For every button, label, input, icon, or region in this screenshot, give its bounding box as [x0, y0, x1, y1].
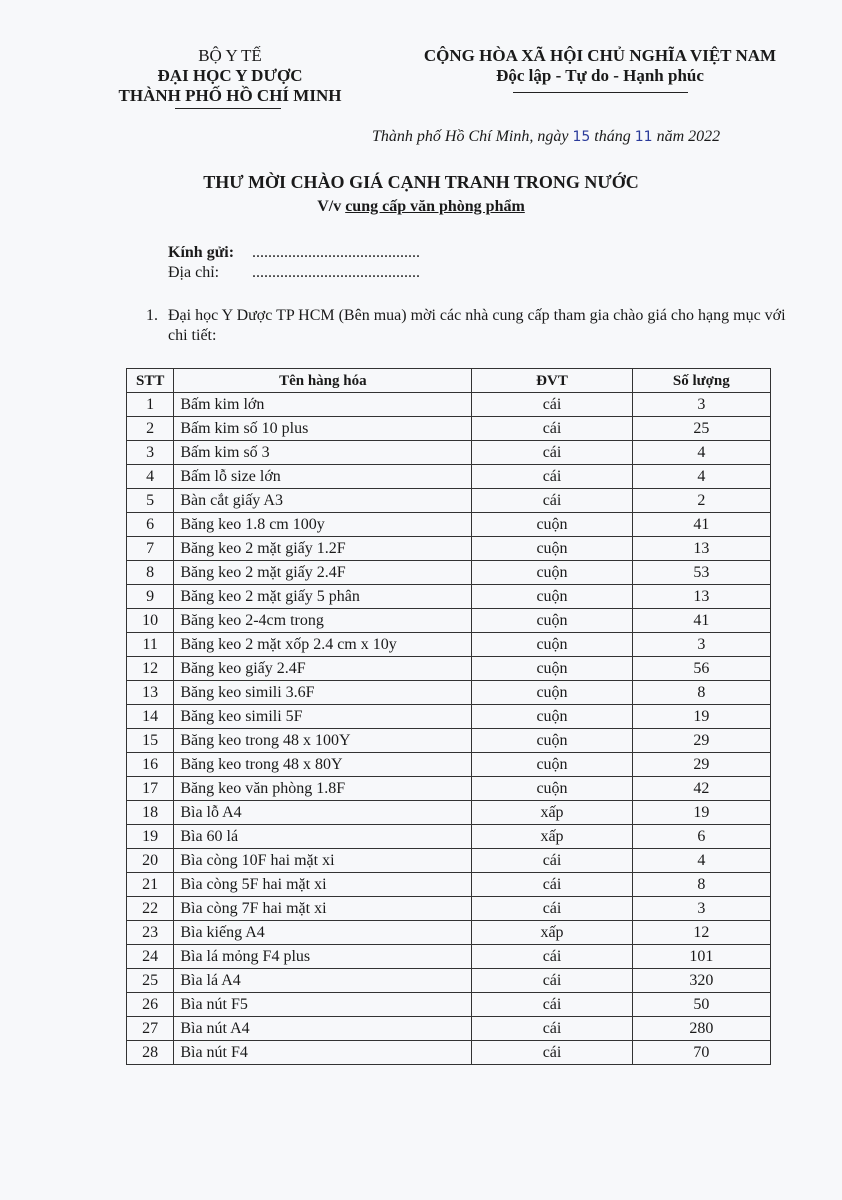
cell-quantity: 8 — [632, 873, 770, 897]
cell-item-name: Bấm kim lớn — [174, 393, 472, 417]
cell-unit: cuộn — [472, 729, 632, 753]
document-subtitle — [0, 198, 842, 216]
cell-quantity: 13 — [632, 537, 770, 561]
subtitle-prefix: V/v — [317, 198, 346, 215]
cell-quantity: 3 — [632, 633, 770, 657]
cell-unit: cuộn — [472, 537, 632, 561]
cell-item-name: Bìa còng 10F hai mặt xi — [174, 849, 472, 873]
cell-quantity: 56 — [632, 657, 770, 681]
cell-item-name: Bìa 60 lá — [174, 825, 472, 849]
cell-stt: 27 — [127, 1017, 174, 1041]
recipient-label: Kính gửi: — [168, 244, 235, 261]
cell-unit: cuộn — [472, 633, 632, 657]
cell-stt: 5 — [127, 489, 174, 513]
document-title: THƯ MỜI CHÀO GIÁ CẠNH TRANH TRONG NƯỚC — [203, 172, 639, 192]
table-row — [127, 1041, 771, 1065]
items-table — [126, 368, 771, 1065]
country-name: CỘNG HÒA XÃ HỘI CHỦ NGHĨA VIỆT NAM — [423, 46, 777, 65]
cell-stt: 28 — [127, 1041, 174, 1065]
recipient-line — [168, 244, 420, 262]
table-row — [127, 921, 771, 945]
subtitle-subject: cung cấp văn phòng phẩm — [345, 198, 525, 215]
cell-stt: 13 — [127, 681, 174, 705]
cell-item-name: Băng keo 2 mặt giấy 5 phân — [174, 585, 472, 609]
cell-unit: cái — [472, 993, 632, 1017]
issuer-header — [100, 46, 360, 106]
cell-unit: cuộn — [472, 753, 632, 777]
date-month: 11 — [634, 129, 653, 145]
table-row — [127, 489, 771, 513]
table-row — [127, 633, 771, 657]
cell-unit: cái — [472, 969, 632, 993]
cell-item-name: Bấm kim số 10 plus — [174, 417, 472, 441]
cell-quantity: 3 — [632, 393, 770, 417]
cell-quantity: 4 — [632, 465, 770, 489]
university-name: ĐẠI HỌC Y DƯỢC — [157, 66, 303, 85]
date-day: 15 — [572, 129, 591, 145]
cell-stt: 25 — [127, 969, 174, 993]
cell-stt: 21 — [127, 873, 174, 897]
table-row — [127, 873, 771, 897]
issuer-underline — [175, 108, 281, 109]
cell-stt: 2 — [127, 417, 174, 441]
address-line — [168, 264, 420, 282]
table-header-row — [127, 369, 771, 393]
cell-item-name: Bìa lá A4 — [174, 969, 472, 993]
recipient-value: .......................................... — [252, 244, 420, 261]
header-stt: STT — [127, 369, 174, 393]
cell-stt: 11 — [127, 633, 174, 657]
cell-stt: 8 — [127, 561, 174, 585]
cell-stt: 7 — [127, 537, 174, 561]
address-value: .......................................... — [252, 264, 420, 281]
cell-quantity: 2 — [632, 489, 770, 513]
cell-unit: xấp — [472, 801, 632, 825]
date-prefix: Thành phố Hồ Chí Minh, ngày — [372, 128, 569, 145]
cell-item-name: Bìa còng 7F hai mặt xi — [174, 897, 472, 921]
cell-item-name: Băng keo trong 48 x 100Y — [174, 729, 472, 753]
cell-stt: 6 — [127, 513, 174, 537]
cell-stt: 26 — [127, 993, 174, 1017]
cell-unit: cuộn — [472, 681, 632, 705]
cell-quantity: 41 — [632, 513, 770, 537]
ministry-name: BỘ Y TẾ — [198, 46, 262, 65]
cell-stt: 23 — [127, 921, 174, 945]
cell-stt: 1 — [127, 393, 174, 417]
cell-unit: cuộn — [472, 777, 632, 801]
header-quantity: Số lượng — [632, 369, 770, 393]
date-month-label: tháng — [594, 128, 631, 145]
table-row — [127, 441, 771, 465]
cell-quantity: 13 — [632, 585, 770, 609]
cell-item-name: Bìa nút A4 — [174, 1017, 472, 1041]
cell-item-name: Băng keo 1.8 cm 100y — [174, 513, 472, 537]
cell-stt: 20 — [127, 849, 174, 873]
cell-unit: cái — [472, 897, 632, 921]
cell-item-name: Băng keo 2 mặt giấy 2.4F — [174, 561, 472, 585]
cell-item-name: Bìa lỗ A4 — [174, 801, 472, 825]
cell-item-name: Bìa nút F4 — [174, 1041, 472, 1065]
cell-unit: cái — [472, 489, 632, 513]
cell-unit: cái — [472, 417, 632, 441]
cell-stt: 22 — [127, 897, 174, 921]
cell-quantity: 53 — [632, 561, 770, 585]
cell-unit: cuộn — [472, 513, 632, 537]
table-row — [127, 993, 771, 1017]
cell-quantity: 50 — [632, 993, 770, 1017]
cell-unit: cái — [472, 1041, 632, 1065]
address-label: Địa chỉ: — [168, 264, 220, 281]
cell-quantity: 41 — [632, 609, 770, 633]
table-row — [127, 537, 771, 561]
table-row — [127, 945, 771, 969]
table-row — [127, 1017, 771, 1041]
cell-quantity: 6 — [632, 825, 770, 849]
cell-stt: 9 — [127, 585, 174, 609]
cell-item-name: Bìa lá mỏng F4 plus — [174, 945, 472, 969]
cell-item-name: Băng keo 2 mặt giấy 1.2F — [174, 537, 472, 561]
table-row — [127, 657, 771, 681]
table-row — [127, 561, 771, 585]
cell-item-name: Băng keo giấy 2.4F — [174, 657, 472, 681]
cell-stt: 17 — [127, 777, 174, 801]
cell-item-name: Băng keo trong 48 x 80Y — [174, 753, 472, 777]
cell-unit: cuộn — [472, 705, 632, 729]
table-row — [127, 681, 771, 705]
table-row — [127, 801, 771, 825]
cell-quantity: 320 — [632, 969, 770, 993]
table-row — [127, 825, 771, 849]
cell-unit: cuộn — [472, 585, 632, 609]
cell-item-name: Bàn cắt giấy A3 — [174, 489, 472, 513]
cell-item-name: Băng keo 2-4cm trong — [174, 609, 472, 633]
motto-underline — [513, 92, 688, 93]
cell-quantity: 42 — [632, 777, 770, 801]
cell-item-name: Bấm lỗ size lớn — [174, 465, 472, 489]
table-row — [127, 393, 771, 417]
cell-item-name: Băng keo văn phòng 1.8F — [174, 777, 472, 801]
cell-quantity: 3 — [632, 897, 770, 921]
cell-stt: 12 — [127, 657, 174, 681]
table-body — [127, 393, 771, 1065]
national-motto: Độc lập - Tự do - Hạnh phúc — [496, 66, 704, 85]
cell-stt: 3 — [127, 441, 174, 465]
intro-paragraph — [146, 306, 786, 346]
cell-unit: cuộn — [472, 609, 632, 633]
cell-item-name: Bìa còng 5F hai mặt xi — [174, 873, 472, 897]
cell-unit: cái — [472, 849, 632, 873]
cell-unit: cái — [472, 441, 632, 465]
cell-quantity: 25 — [632, 417, 770, 441]
paragraph-number: 1. — [146, 307, 158, 324]
cell-quantity: 280 — [632, 1017, 770, 1041]
cell-quantity: 4 — [632, 441, 770, 465]
cell-quantity: 19 — [632, 705, 770, 729]
table-row — [127, 417, 771, 441]
cell-unit: cái — [472, 1017, 632, 1041]
cell-stt: 16 — [127, 753, 174, 777]
table-row — [127, 729, 771, 753]
table-row — [127, 585, 771, 609]
cell-quantity: 70 — [632, 1041, 770, 1065]
cell-stt: 14 — [127, 705, 174, 729]
header-item-name: Tên hàng hóa — [174, 369, 472, 393]
cell-unit: xấp — [472, 921, 632, 945]
cell-item-name: Băng keo simili 5F — [174, 705, 472, 729]
cell-quantity: 19 — [632, 801, 770, 825]
table-row — [127, 969, 771, 993]
cell-unit: cái — [472, 945, 632, 969]
cell-stt: 10 — [127, 609, 174, 633]
cell-stt: 4 — [127, 465, 174, 489]
cell-unit: cái — [472, 465, 632, 489]
cell-unit: cái — [472, 393, 632, 417]
date-year: năm 2022 — [656, 128, 721, 145]
paragraph-text: Đại học Y Dược TP HCM (Bên mua) mời các nhà cung cấp tham gia chào giá cho hạng mục với chi tiết: — [168, 307, 786, 344]
cell-item-name: Bấm kim số 3 — [174, 441, 472, 465]
cell-quantity: 29 — [632, 753, 770, 777]
table-row — [127, 753, 771, 777]
header-unit: ĐVT — [472, 369, 632, 393]
cell-stt: 18 — [127, 801, 174, 825]
cell-stt: 15 — [127, 729, 174, 753]
cell-item-name: Bìa nút F5 — [174, 993, 472, 1017]
table-row — [127, 705, 771, 729]
document-date — [372, 128, 720, 146]
cell-item-name: Băng keo 2 mặt xốp 2.4 cm x 10y — [174, 633, 472, 657]
table-row — [127, 609, 771, 633]
cell-quantity: 8 — [632, 681, 770, 705]
cell-unit: xấp — [472, 825, 632, 849]
cell-item-name: Bìa kiếng A4 — [174, 921, 472, 945]
city-name: THÀNH PHỐ HỒ CHÍ MINH — [118, 86, 342, 105]
cell-unit: cái — [472, 873, 632, 897]
national-header — [400, 46, 800, 86]
table-row — [127, 513, 771, 537]
table-row — [127, 897, 771, 921]
table-row — [127, 849, 771, 873]
cell-item-name: Băng keo simili 3.6F — [174, 681, 472, 705]
cell-quantity: 12 — [632, 921, 770, 945]
cell-stt: 24 — [127, 945, 174, 969]
cell-unit: cuộn — [472, 657, 632, 681]
cell-quantity: 29 — [632, 729, 770, 753]
cell-quantity: 4 — [632, 849, 770, 873]
table-row — [127, 465, 771, 489]
cell-quantity: 101 — [632, 945, 770, 969]
cell-unit: cuộn — [472, 561, 632, 585]
table-row — [127, 777, 771, 801]
cell-stt: 19 — [127, 825, 174, 849]
